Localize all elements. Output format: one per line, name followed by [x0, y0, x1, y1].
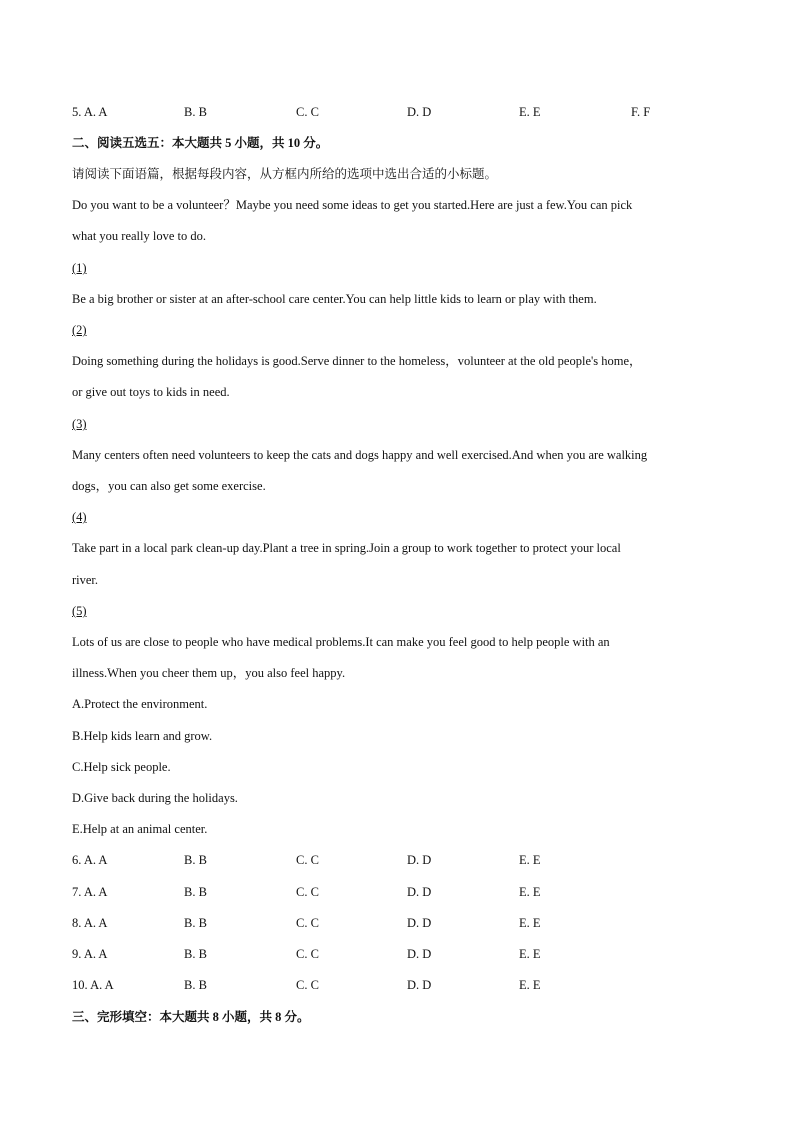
- q7-option-a: 7. A. A: [72, 885, 108, 899]
- paragraph-2-number: (2): [72, 323, 87, 337]
- choice-a: A.Protect the environment.: [72, 697, 208, 711]
- question-9-options: [72, 945, 732, 963]
- choice-c: C.Help sick people.: [72, 760, 171, 774]
- section2-header: 二、阅读五选五：本大题共 5 小题，共 10 分。: [72, 136, 329, 150]
- q5-option-b: B. B: [184, 105, 207, 119]
- intro-line-2: what you really love to do.: [72, 229, 206, 243]
- question-8-options: [72, 914, 732, 932]
- choice-e: E.Help at an animal center.: [72, 822, 208, 836]
- q8-option-c: C. C: [296, 916, 319, 930]
- q6-option-e: E. E: [519, 853, 541, 867]
- q7-option-b: B. B: [184, 885, 207, 899]
- q7-option-e: E. E: [519, 885, 541, 899]
- q5-option-a: 5. A. A: [72, 105, 108, 119]
- q5-option-e: E. E: [519, 105, 541, 119]
- paragraph-5-line-1: Lots of us are close to people who have medical problems.It can make you feel good to help people with an: [72, 635, 610, 649]
- q6-option-c: C. C: [296, 853, 319, 867]
- q7-option-c: C. C: [296, 885, 319, 899]
- q10-option-c: C. C: [296, 978, 319, 992]
- q8-option-a: 8. A. A: [72, 916, 108, 930]
- q7-option-d: D. D: [407, 885, 432, 899]
- q9-option-e: E. E: [519, 947, 541, 961]
- q10-option-d: D. D: [407, 978, 432, 992]
- intro-line-1: Do you want to be a volunteer？Maybe you need some ideas to get you started.Here are just a few.You can pick: [72, 198, 633, 212]
- paragraph-4-line-1: Take part in a local park clean-up day.Plant a tree in spring.Join a group to work together to protect your local: [72, 541, 621, 555]
- q9-option-c: C. C: [296, 947, 319, 961]
- q6-option-b: B. B: [184, 853, 207, 867]
- q9-option-a: 9. A. A: [72, 947, 108, 961]
- choice-d: D.Give back during the holidays.: [72, 791, 238, 805]
- paragraph-1-number: (1): [72, 261, 87, 275]
- question-5-options: [72, 103, 732, 121]
- paragraph-3-line-1: Many centers often need volunteers to keep the cats and dogs happy and well exercised.And when you are walking: [72, 448, 648, 462]
- instruction-text: 请阅读下面语篇，根据每段内容，从方框内所给的选项中选出合适的小标题。: [72, 167, 498, 181]
- paragraph-5-number: (5): [72, 604, 87, 618]
- paragraph-4-number: (4): [72, 510, 87, 524]
- paragraph-4-line-2: river.: [72, 573, 99, 587]
- q10-option-a: 10. A. A: [72, 978, 114, 992]
- q8-option-d: D. D: [407, 916, 432, 930]
- q10-option-e: E. E: [519, 978, 541, 992]
- paragraph-2-line-2: or give out toys to kids in need.: [72, 385, 230, 399]
- q8-option-e: E. E: [519, 916, 541, 930]
- paragraph-1-line-1: Be a big brother or sister at an after-school care center.You can help little kids to learn or play with them.: [72, 292, 597, 306]
- question-10-options: [72, 976, 732, 994]
- q5-option-d: D. D: [407, 105, 432, 119]
- q9-option-b: B. B: [184, 947, 207, 961]
- q9-option-d: D. D: [407, 947, 432, 961]
- q5-option-f: F. F: [631, 105, 651, 119]
- paragraph-3-number: (3): [72, 417, 87, 431]
- paragraph-5-line-2: illness.When you cheer them up，you also feel happy.: [72, 666, 346, 680]
- paragraph-2-line-1: Doing something during the holidays is good.Serve dinner to the homeless，volunteer at the old people's home，: [72, 354, 642, 368]
- q6-option-d: D. D: [407, 853, 432, 867]
- question-7-options: [72, 883, 732, 901]
- q8-option-b: B. B: [184, 916, 207, 930]
- q6-option-a: 6. A. A: [72, 853, 108, 867]
- q5-option-c: C. C: [296, 105, 319, 119]
- question-6-options: [72, 851, 732, 869]
- paragraph-3-line-2: dogs，you can also get some exercise.: [72, 479, 266, 493]
- q10-option-b: B. B: [184, 978, 207, 992]
- choice-b: B.Help kids learn and grow.: [72, 729, 213, 743]
- section3-header: 三、完形填空：本大题共 8 小题，共 8 分。: [72, 1010, 310, 1024]
